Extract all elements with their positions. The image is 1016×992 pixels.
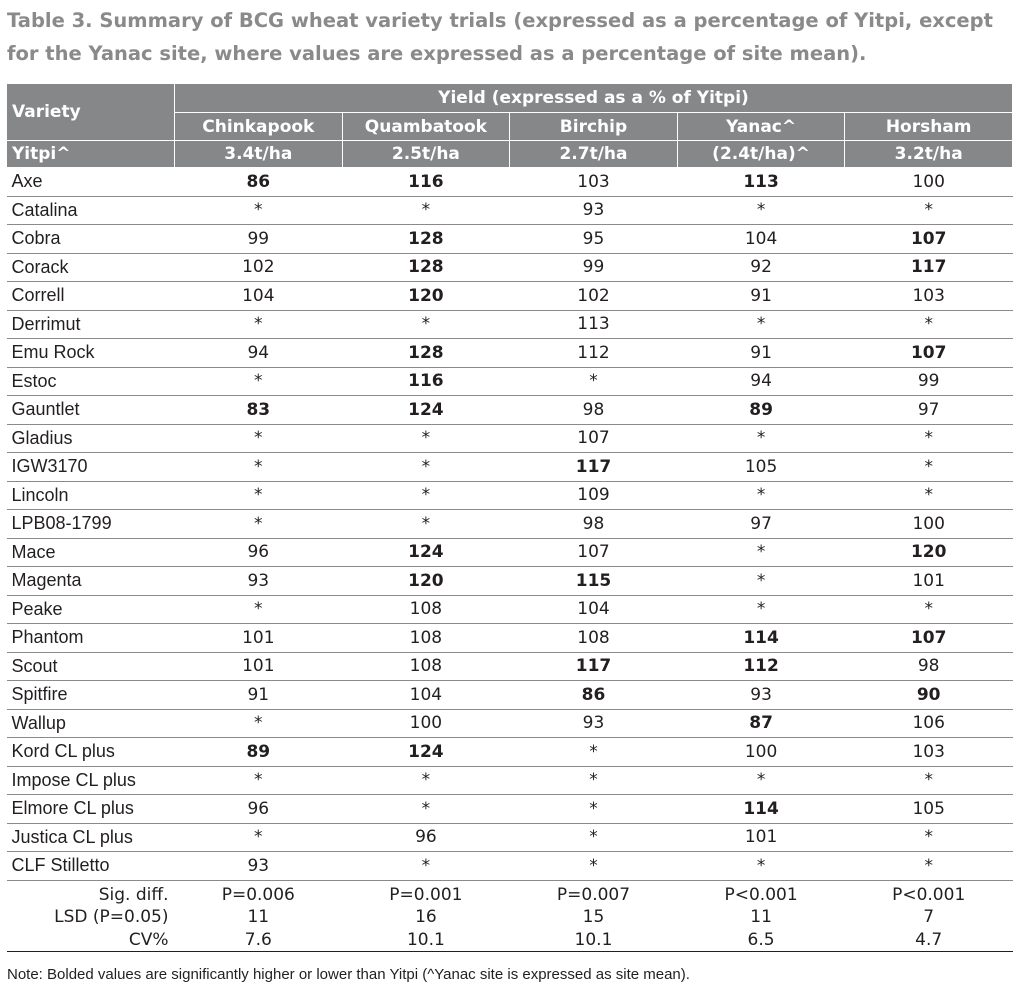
stat-value: 6.5 [677, 929, 845, 952]
yield-cell: 104 [677, 225, 845, 254]
yield-cell: 116 [342, 367, 510, 396]
yield-cell: 89 [175, 738, 343, 767]
yield-cell: 94 [175, 339, 343, 368]
yield-cell: * [342, 852, 510, 881]
table-row [7, 481, 1013, 510]
table-row [7, 595, 1013, 624]
yield-cell: 109 [510, 481, 678, 510]
yield-cell: 104 [342, 681, 510, 710]
yield-cell: 102 [175, 253, 343, 282]
yield-cell: 99 [845, 367, 1013, 396]
yield-cell: * [845, 196, 1013, 225]
site-header: Chinkapook [175, 113, 343, 141]
yield-cell: 103 [845, 738, 1013, 767]
yield-cell: * [342, 310, 510, 339]
table-row [7, 567, 1013, 596]
yield-cell: * [677, 538, 845, 567]
yield-cell: 86 [175, 168, 343, 197]
stat-value: 4.7 [845, 929, 1013, 952]
yield-cell: 114 [677, 795, 845, 824]
yield-cell: * [510, 823, 678, 852]
stat-label: CV% [7, 929, 175, 952]
yield-cell: * [845, 453, 1013, 482]
stat-row [7, 880, 1013, 906]
table-row [7, 196, 1013, 225]
site-header: Birchip [510, 113, 678, 141]
stat-value: P=0.006 [221, 884, 295, 905]
yield-cell: 89 [677, 396, 845, 425]
yield-cell: 93 [175, 852, 343, 881]
stat-label: LSD (P=0.05) [54, 907, 169, 927]
table-row [7, 282, 1013, 311]
stat-value: P<0.001 [724, 884, 798, 905]
yield-cell: 107 [510, 424, 678, 453]
yield-cell: 93 [175, 567, 343, 596]
yield-cell: 90 [845, 681, 1013, 710]
yield-cell: 107 [845, 225, 1013, 254]
stat-value: P<0.001 [892, 884, 966, 905]
yield-cell: * [677, 310, 845, 339]
yield-cell: 124 [342, 538, 510, 567]
yield-cell: 112 [510, 339, 678, 368]
yield-cell: * [510, 766, 678, 795]
yield-cell: * [175, 453, 343, 482]
yield-cell: * [845, 595, 1013, 624]
variety-name: Estoc [7, 367, 175, 396]
table-row [7, 681, 1013, 710]
variety-name: Correll [7, 282, 175, 311]
yield-cell: 112 [677, 652, 845, 681]
yield-cell: 117 [845, 253, 1013, 282]
yitpi-yield: (2.4t/ha)^ [677, 141, 845, 168]
table-row [7, 738, 1013, 767]
variety-column-header: Variety [7, 84, 175, 141]
yield-cell: 120 [845, 538, 1013, 567]
yield-cell: * [175, 481, 343, 510]
yield-cell: * [510, 738, 678, 767]
variety-name: Peake [7, 595, 175, 624]
yield-cell: 98 [845, 652, 1013, 681]
site-header: Quambatook [342, 113, 510, 141]
yield-cell: 83 [175, 396, 343, 425]
yield-cell: 91 [677, 339, 845, 368]
yield-cell: 91 [175, 681, 343, 710]
yield-cell: * [175, 766, 343, 795]
stat-value: 7 [923, 907, 935, 927]
yield-cell: 93 [677, 681, 845, 710]
table-title: Table 3. Summary of BCG wheat variety trials (expressed as a percentage of Yitpi, except for the Yanac site, where values are expressed as a percentage of site mean). [7, 9, 993, 65]
yield-cell: 120 [342, 282, 510, 311]
site-header: Horsham [845, 113, 1013, 141]
yield-cell: * [175, 424, 343, 453]
table-row [7, 624, 1013, 653]
variety-name: Axe [7, 168, 175, 197]
yield-cell: * [175, 367, 343, 396]
yield-cell: 103 [845, 282, 1013, 311]
yield-cell: 128 [342, 225, 510, 254]
yield-cell: * [677, 766, 845, 795]
yield-cell: 124 [342, 738, 510, 767]
yield-cell: 128 [342, 339, 510, 368]
variety-name: Mace [7, 538, 175, 567]
site-header: Yanac^ [677, 113, 845, 141]
table-row [7, 225, 1013, 254]
yield-cell: * [342, 510, 510, 539]
header-row-yitpi [7, 141, 1013, 168]
variety-name: Derrimut [7, 310, 175, 339]
table-note: Note: Bolded values are significantly higher or lower than Yitpi (^Yanac site is expressed as site mean). [7, 966, 690, 983]
yield-cell: 113 [677, 168, 845, 197]
yield-cell: 108 [342, 652, 510, 681]
yield-cell: 92 [677, 253, 845, 282]
stat-value: 10.1 [342, 929, 510, 952]
yield-cell: * [845, 424, 1013, 453]
yitpi-yield: 3.4t/ha [175, 141, 343, 168]
variety-name: Catalina [7, 196, 175, 225]
table-row [7, 424, 1013, 453]
variety-name: IGW3170 [7, 453, 175, 482]
yield-cell: * [510, 795, 678, 824]
table-row [7, 709, 1013, 738]
yield-cell: 87 [677, 709, 845, 738]
table-row [7, 652, 1013, 681]
table-row [7, 453, 1013, 482]
yield-cell: * [175, 823, 343, 852]
yield-cell: 115 [510, 567, 678, 596]
yield-cell: 97 [677, 510, 845, 539]
yield-cell: 114 [677, 624, 845, 653]
yitpi-label: Yitpi^ [7, 141, 175, 168]
yield-column-header: Yield (expressed as a % of Yitpi) [175, 84, 1013, 113]
yield-cell: 96 [342, 823, 510, 852]
table-row [7, 538, 1013, 567]
yield-cell: 117 [510, 453, 678, 482]
yield-cell: 86 [510, 681, 678, 710]
yield-cell: 100 [845, 510, 1013, 539]
table-body [7, 168, 1013, 952]
yield-cell: 91 [677, 282, 845, 311]
variety-name: Spitfire [7, 681, 175, 710]
yield-cell: 108 [342, 595, 510, 624]
variety-name: Cobra [7, 225, 175, 254]
yield-cell: 98 [510, 510, 678, 539]
variety-name: Magenta [7, 567, 175, 596]
table-row [7, 339, 1013, 368]
table-row [7, 168, 1013, 197]
yield-cell: 95 [510, 225, 678, 254]
variety-name: Gauntlet [7, 396, 175, 425]
yield-cell: * [342, 766, 510, 795]
yield-cell: * [175, 310, 343, 339]
yield-cell: * [342, 196, 510, 225]
yield-cell: 101 [175, 624, 343, 653]
yield-cell: 106 [845, 709, 1013, 738]
variety-name: LPB08-1799 [7, 510, 175, 539]
table-row [7, 823, 1013, 852]
yield-cell: * [845, 852, 1013, 881]
yield-cell: 102 [510, 282, 678, 311]
yield-cell: 105 [677, 453, 845, 482]
yield-cell: 105 [845, 795, 1013, 824]
stat-value: 15 [582, 907, 605, 927]
variety-name: Emu Rock [7, 339, 175, 368]
yield-cell: 93 [510, 196, 678, 225]
table-row [7, 367, 1013, 396]
yield-cell: * [845, 310, 1013, 339]
stat-value: P=0.001 [389, 884, 463, 905]
yield-cell: * [175, 196, 343, 225]
yield-cell: 108 [342, 624, 510, 653]
yield-cell: 101 [175, 652, 343, 681]
stat-row [7, 929, 1013, 952]
yield-cell: 99 [175, 225, 343, 254]
yield-cell: * [677, 424, 845, 453]
yield-cell: 99 [510, 253, 678, 282]
yield-cell: * [175, 709, 343, 738]
stat-value: 7.6 [175, 929, 343, 952]
table-row [7, 510, 1013, 539]
yield-cell: 128 [342, 253, 510, 282]
yield-cell: * [342, 424, 510, 453]
yield-cell: 103 [510, 168, 678, 197]
yield-cell: * [845, 766, 1013, 795]
yield-cell: * [510, 367, 678, 396]
stat-value: P=0.007 [556, 884, 631, 905]
yield-cell: * [342, 795, 510, 824]
yield-cell: 100 [342, 709, 510, 738]
yield-cell: 104 [175, 282, 343, 311]
stat-row [7, 906, 1013, 929]
variety-name: Phantom [7, 624, 175, 653]
yield-cell: * [845, 823, 1013, 852]
table-row [7, 310, 1013, 339]
yield-cell: 97 [845, 396, 1013, 425]
yield-cell: 107 [845, 339, 1013, 368]
variety-trials-table [6, 83, 1013, 952]
yield-cell: * [845, 481, 1013, 510]
yield-cell: 107 [845, 624, 1013, 653]
table-row [7, 795, 1013, 824]
header-row-yield [7, 84, 1013, 113]
yield-cell: * [175, 510, 343, 539]
variety-name: CLF Stilletto [7, 852, 175, 881]
yield-cell: 96 [175, 538, 343, 567]
yield-cell: 104 [510, 595, 678, 624]
variety-name: Kord CL plus [7, 738, 175, 767]
yield-cell: 94 [677, 367, 845, 396]
yield-cell: 113 [510, 310, 678, 339]
stat-value: 16 [415, 907, 437, 927]
variety-name: Justica CL plus [7, 823, 175, 852]
yield-cell: * [175, 595, 343, 624]
variety-name: Wallup [7, 709, 175, 738]
yield-cell: 108 [510, 624, 678, 653]
yield-cell: * [342, 481, 510, 510]
variety-name: Elmore CL plus [7, 795, 175, 824]
yield-cell: 96 [175, 795, 343, 824]
yield-cell: * [677, 852, 845, 881]
yield-cell: * [677, 196, 845, 225]
yitpi-yield: 2.7t/ha [510, 141, 678, 168]
table-row [7, 766, 1013, 795]
yield-cell: * [677, 481, 845, 510]
table-row [7, 396, 1013, 425]
table-row [7, 852, 1013, 881]
yield-cell: * [677, 595, 845, 624]
stat-label: Sig. diff. [98, 884, 169, 905]
yield-cell: 101 [845, 567, 1013, 596]
yield-cell: * [677, 567, 845, 596]
yield-cell: 101 [677, 823, 845, 852]
yield-cell: 120 [342, 567, 510, 596]
yield-cell: 116 [342, 168, 510, 197]
yield-cell: * [342, 453, 510, 482]
variety-name: Lincoln [7, 481, 175, 510]
stat-value: 10.1 [510, 929, 678, 952]
yield-cell: 107 [510, 538, 678, 567]
yitpi-yield: 3.2t/ha [845, 141, 1013, 168]
yield-cell: 93 [510, 709, 678, 738]
variety-name: Scout [7, 652, 175, 681]
variety-name: Gladius [7, 424, 175, 453]
table-row [7, 253, 1013, 282]
variety-name: Impose CL plus [7, 766, 175, 795]
yitpi-yield: 2.5t/ha [342, 141, 510, 168]
yield-cell: 124 [342, 396, 510, 425]
variety-name: Corack [7, 253, 175, 282]
yield-cell: 100 [845, 168, 1013, 197]
yield-cell: * [510, 852, 678, 881]
yield-cell: 100 [677, 738, 845, 767]
stat-value: 11 [750, 907, 772, 927]
yield-cell: 117 [510, 652, 678, 681]
yield-cell: 98 [510, 396, 678, 425]
stat-value: 11 [247, 907, 270, 927]
